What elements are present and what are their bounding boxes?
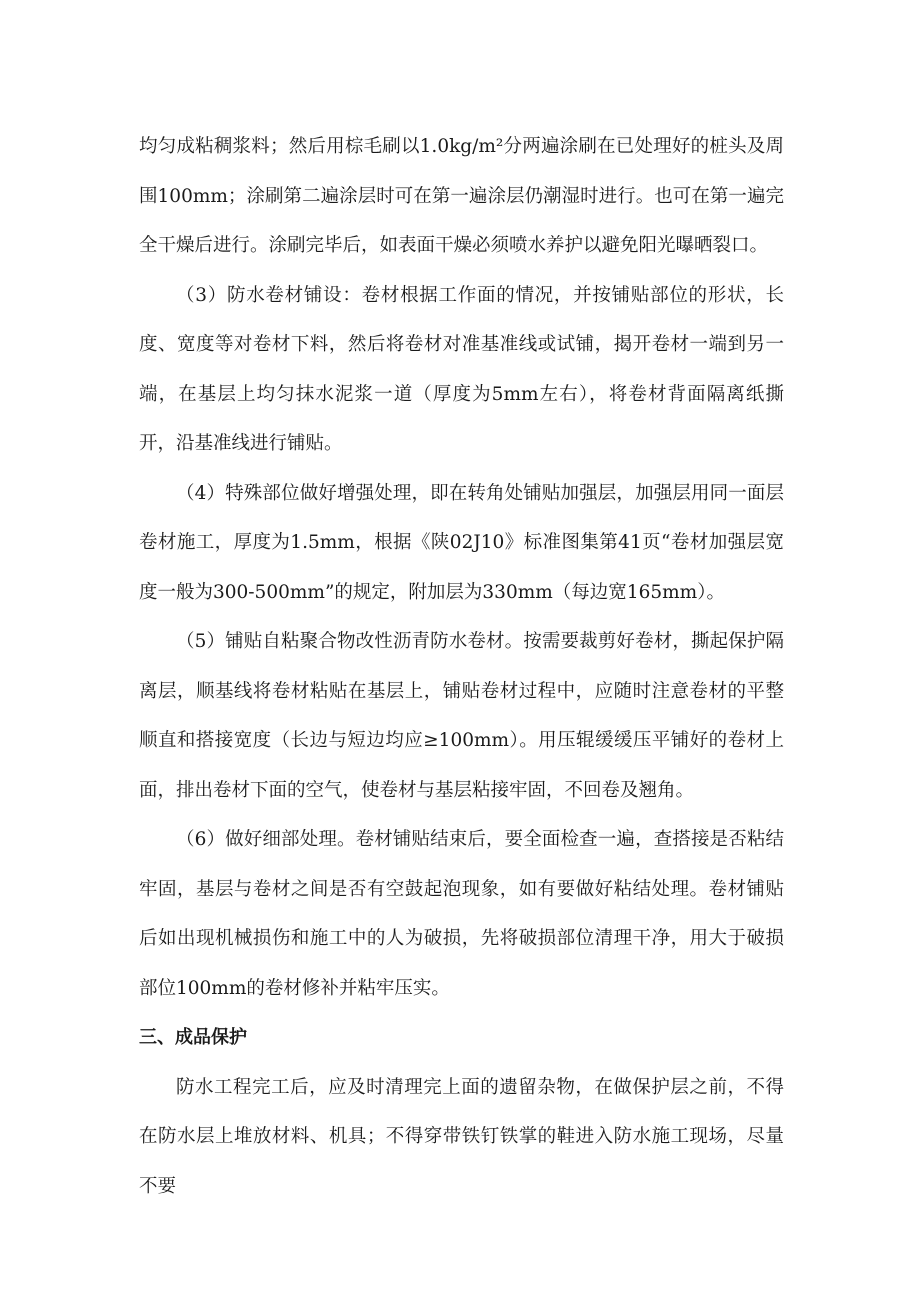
section-paragraph: 防水工程完工后，应及时清理完上面的遗留杂物，在做保护层之前，不得在防水层上堆放材料、机具；不得穿带铁钉铁掌的鞋进入防水施工现场，尽量不要 [139, 1076, 784, 1197]
paragraph-continued: 均匀成粘稠浆料；然后用棕毛刷以1.0kg/m²分两遍涂刷在已处理好的桩头及周围100mm；涂刷第二遍涂层时可在第一遍涂层仍潮湿时进行。也可在第一遍完全干燥后进行。涂刷完毕后，如表面干燥必须喷水养护以避免阳光曝晒裂口。 [139, 136, 784, 256]
section-heading: 三、成品保护 [139, 1027, 247, 1048]
paragraph-step-5: （5）铺贴自粘聚合物改性沥青防水卷材。按需要裁剪好卷材，撕起保护隔离层，顺基线将卷材粘贴在基层上，铺贴卷材过程中，应随时注意卷材的平整顺直和搭接宽度（长边与短边均应≥100mm）。用压辊缓缓压平铺好的卷材上面，排出卷材下面的空气，使卷材与基层粘接牢固，不回卷及翘角。 [139, 631, 784, 801]
paragraph-step-3: （3）防水卷材铺设：卷材根据工作面的情况，并按铺贴部位的形状，长度、宽度等对卷材下料，然后将卷材对准基准线或试铺，揭开卷材一端到另一端，在基层上均匀抹水泥浆一道（厚度为5mm左右），将卷材背面隔离纸撕开，沿基准线进行铺贴。 [139, 284, 784, 454]
paragraph-step-4: （4）特殊部位做好增强处理，即在转角处铺贴加强层，加强层用同一面层卷材施工，厚度为1.5mm，根据《陕02J10》标准图集第41页“卷材加强层宽度一般为300-500mm”的规定，附加层为330mm（每边宽165mm）。 [139, 482, 784, 603]
paragraph-step-6: （6）做好细部处理。卷材铺贴结束后，要全面检查一遍，查搭接是否粘结牢固，基层与卷材之间是否有空鼓起泡现象，如有要做好粘结处理。卷材铺贴后如出现机械损伤和施工中的人为破损，先将破损部位清理干净，用大于破损部位100mm的卷材修补并粘牢压实。 [139, 829, 784, 999]
document-body [139, 122, 784, 1211]
